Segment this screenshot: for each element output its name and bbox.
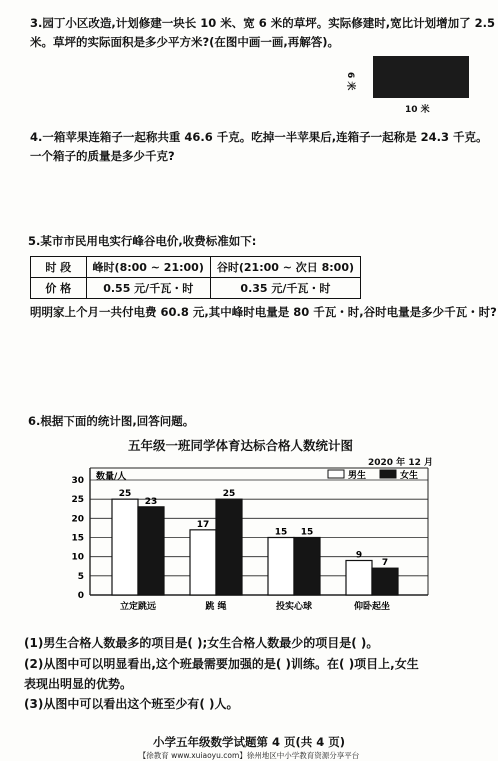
y-axis-label: 数量/人 xyxy=(96,472,127,482)
legend-label: 男生 xyxy=(348,471,367,481)
question-3 xyxy=(30,14,495,52)
data-label: 15 xyxy=(300,527,314,538)
table-cell: 0.55 元/千瓦・时 xyxy=(86,278,210,299)
chart-title: 五年级一班同学体育达标合格人数统计图 xyxy=(128,438,354,453)
question-4-line-1: 4.一箱苹果连箱子一起称共重 46.6 千克。吃掉一半苹果后,连箱子一起称是 24.3 千克。 xyxy=(30,130,488,144)
lawn-height-label: 6 米 xyxy=(345,72,355,91)
x-tick-label: 投实心球 xyxy=(275,602,313,612)
source-footer: 【徐教育 www.xuiaoyu.com】徐州地区中小学教育资源分享平台 xyxy=(138,751,360,760)
question-6-sub-3: (3)从图中可以看出这个班至少有( )人。 xyxy=(24,697,239,711)
table-cell: 谷时(21:00 ~ 次日 8:00) xyxy=(210,257,360,278)
data-label: 15 xyxy=(274,527,288,538)
question-6-sub-1: (1)男生合格人数最多的项目是( );女生合格人数最少的项目是( )。 xyxy=(24,636,379,650)
x-tick-label: 立定跳远 xyxy=(119,602,157,612)
question-3-line-1: 3.园丁小区改造,计划修建一块长 10 米、宽 6 米的草坪。实际修建时,宽比计划增加了 2.5 xyxy=(30,16,495,30)
lawn-width-label: 10 米 xyxy=(405,105,430,115)
data-label: 23 xyxy=(144,496,158,507)
y-tick-label: 10 xyxy=(71,552,84,563)
table-cell: 时 段 xyxy=(31,257,87,278)
price-table xyxy=(30,256,361,299)
bar xyxy=(190,530,216,595)
bar xyxy=(346,561,372,596)
bar-chart xyxy=(0,450,498,650)
y-tick-label: 15 xyxy=(71,533,84,544)
bar xyxy=(372,568,398,595)
bar xyxy=(294,538,320,596)
bar xyxy=(112,499,138,595)
legend-label: 女生 xyxy=(400,471,419,481)
data-label: 25 xyxy=(222,489,236,500)
question-6-sub-2b: 表现出明显的优势。 xyxy=(24,677,133,691)
lawn-figure xyxy=(373,56,469,98)
chart-date: 2020 年 12 月 xyxy=(368,458,433,468)
table-cell: 0.35 元/千瓦・时 xyxy=(210,278,360,299)
table-row xyxy=(31,257,361,278)
table-cell: 价 格 xyxy=(31,278,87,299)
bar xyxy=(138,507,164,595)
x-tick-label: 仰卧起坐 xyxy=(353,602,391,612)
y-tick-label: 25 xyxy=(71,495,84,506)
question-3-line-2: 米。草坪的实际面积是多少平方米?(在图中画一画,再解答)。 xyxy=(30,35,340,49)
data-label: 25 xyxy=(118,489,132,500)
x-tick-label: 跳 绳 xyxy=(205,602,227,612)
question-6-sub-2a: (2)从图中可以明显看出,这个班最需要加强的是( )训练。在( )项目上,女生 xyxy=(24,657,419,671)
question-4 xyxy=(30,128,488,166)
question-6-intro: 6.根据下面的统计图,回答问题。 xyxy=(28,414,195,428)
question-5-intro: 5.某市市民用电实行峰谷电价,收费标准如下: xyxy=(28,234,257,248)
page-footer: 小学五年级数学试题第 4 页(共 4 页) xyxy=(152,735,346,749)
y-tick-label: 30 xyxy=(71,476,84,486)
y-tick-label: 5 xyxy=(77,571,84,582)
question-5-question: 明明家上个月一共付电费 60.8 元,其中峰时电量是 80 千瓦・时,谷时电量是多少千瓦・时? xyxy=(30,305,497,319)
y-tick-label: 0 xyxy=(77,591,84,601)
legend-swatch xyxy=(328,470,344,478)
legend-swatch xyxy=(380,470,396,478)
bar xyxy=(216,499,242,595)
table-row xyxy=(31,278,361,299)
data-label: 9 xyxy=(355,550,363,561)
bar xyxy=(268,538,294,596)
data-label: 17 xyxy=(196,519,210,530)
y-tick-label: 20 xyxy=(71,514,84,525)
question-4-line-2: 一个箱子的质量是多少千克? xyxy=(30,149,175,163)
data-label: 7 xyxy=(381,558,389,569)
table-cell: 峰时(8:00 ~ 21:00) xyxy=(86,257,210,278)
